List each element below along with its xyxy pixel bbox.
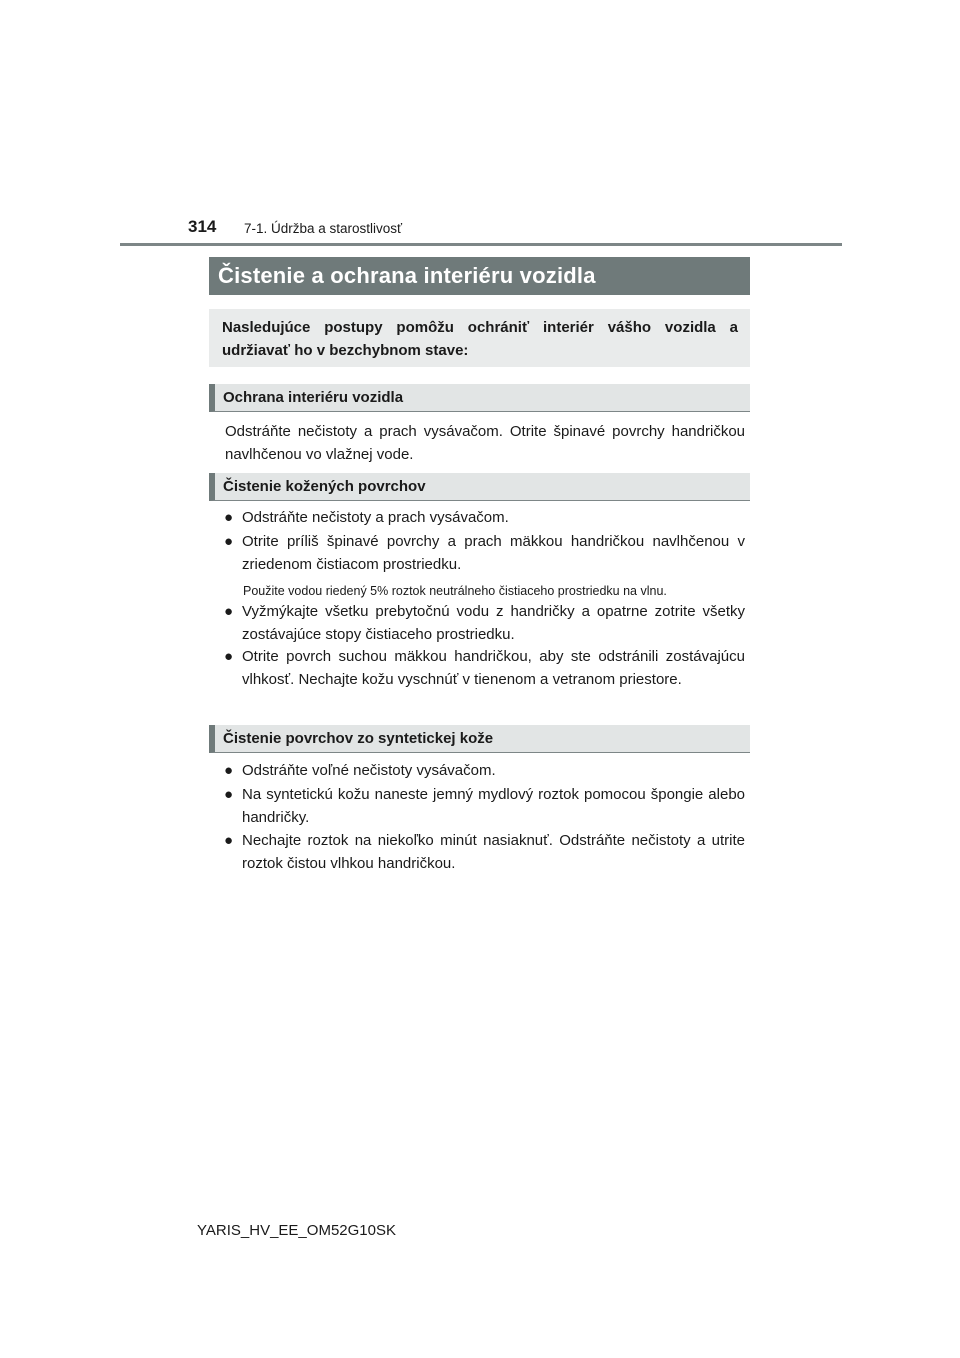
bullet-icon: ● xyxy=(224,786,234,803)
subheading-synthetic-leather-cleaning: Čistenie povrchov zo syntetickej kože xyxy=(209,725,750,753)
bullet-icon: ● xyxy=(224,648,234,665)
bullet-icon: ● xyxy=(224,762,234,779)
document-code: YARIS_HV_EE_OM52G10SK xyxy=(197,1222,396,1239)
page-title: Čistenie a ochrana interiéru vozidla xyxy=(209,257,750,295)
list-item xyxy=(224,530,745,576)
bullet-icon: ● xyxy=(224,533,234,550)
subheading-interior-protection: Ochrana interiéru vozidla xyxy=(209,384,750,412)
header-divider xyxy=(120,243,842,246)
list-item-text: Otrite príliš špinavé povrchy a prach mäkkou handričkou navlhčenou v zriedenom čistiacom prostriedku. xyxy=(242,533,745,573)
list-item-text: Na syntetickú kožu naneste jemný mydlový roztok pomocou špongie alebo handričky. xyxy=(242,786,745,826)
section-reference: 7-1. Údržba a starostlivosť xyxy=(244,221,403,236)
list-item xyxy=(224,829,745,875)
subheading-leather-cleaning: Čistenie kožených povrchov xyxy=(209,473,750,501)
list-item-text: Odstráňte voľné nečistoty vysávačom. xyxy=(242,762,496,779)
list-item-text: Nechajte roztok na niekoľko minút nasiaknuť. Odstráňte nečistoty a utrite roztok čistou vlhkou handričkou. xyxy=(242,832,745,872)
intro-box: Nasledujúce postupy pomôžu ochrániť interiér vášho vozidla a udržiavať ho v bezchybnom stave: xyxy=(209,309,750,367)
page-number: 314 xyxy=(188,217,217,236)
leather-note: Použite vodou riedený 5% roztok neutrálneho čistiaceho prostriedku na vlnu. xyxy=(243,584,667,598)
list-item xyxy=(224,600,745,646)
list-item xyxy=(224,783,745,829)
list-item-text: Odstráňte nečistoty a prach vysávačom. xyxy=(242,509,509,526)
list-item-text: Otrite povrch suchou mäkkou handričkou, aby ste odstránili zostávajúcu vlhkosť. Nechajte kožu vyschnúť v tienenom a vetranom priestore. xyxy=(242,648,745,688)
bullet-icon: ● xyxy=(224,603,234,620)
interior-protection-paragraph: Odstráňte nečistoty a prach vysávačom. Otrite špinavé povrchy handričkou navlhčenou vo vlažnej vode. xyxy=(225,423,745,463)
bullet-icon: ● xyxy=(224,509,234,526)
list-item xyxy=(224,506,745,529)
list-item-text: Vyžmýkajte všetku prebytočnú vodu z handričky a opatrne zotrite všetky zostávajúce stopy čistiaceho prostriedku. xyxy=(242,603,745,643)
bullet-icon: ● xyxy=(224,832,234,849)
list-item xyxy=(224,645,745,691)
list-item xyxy=(224,759,745,782)
